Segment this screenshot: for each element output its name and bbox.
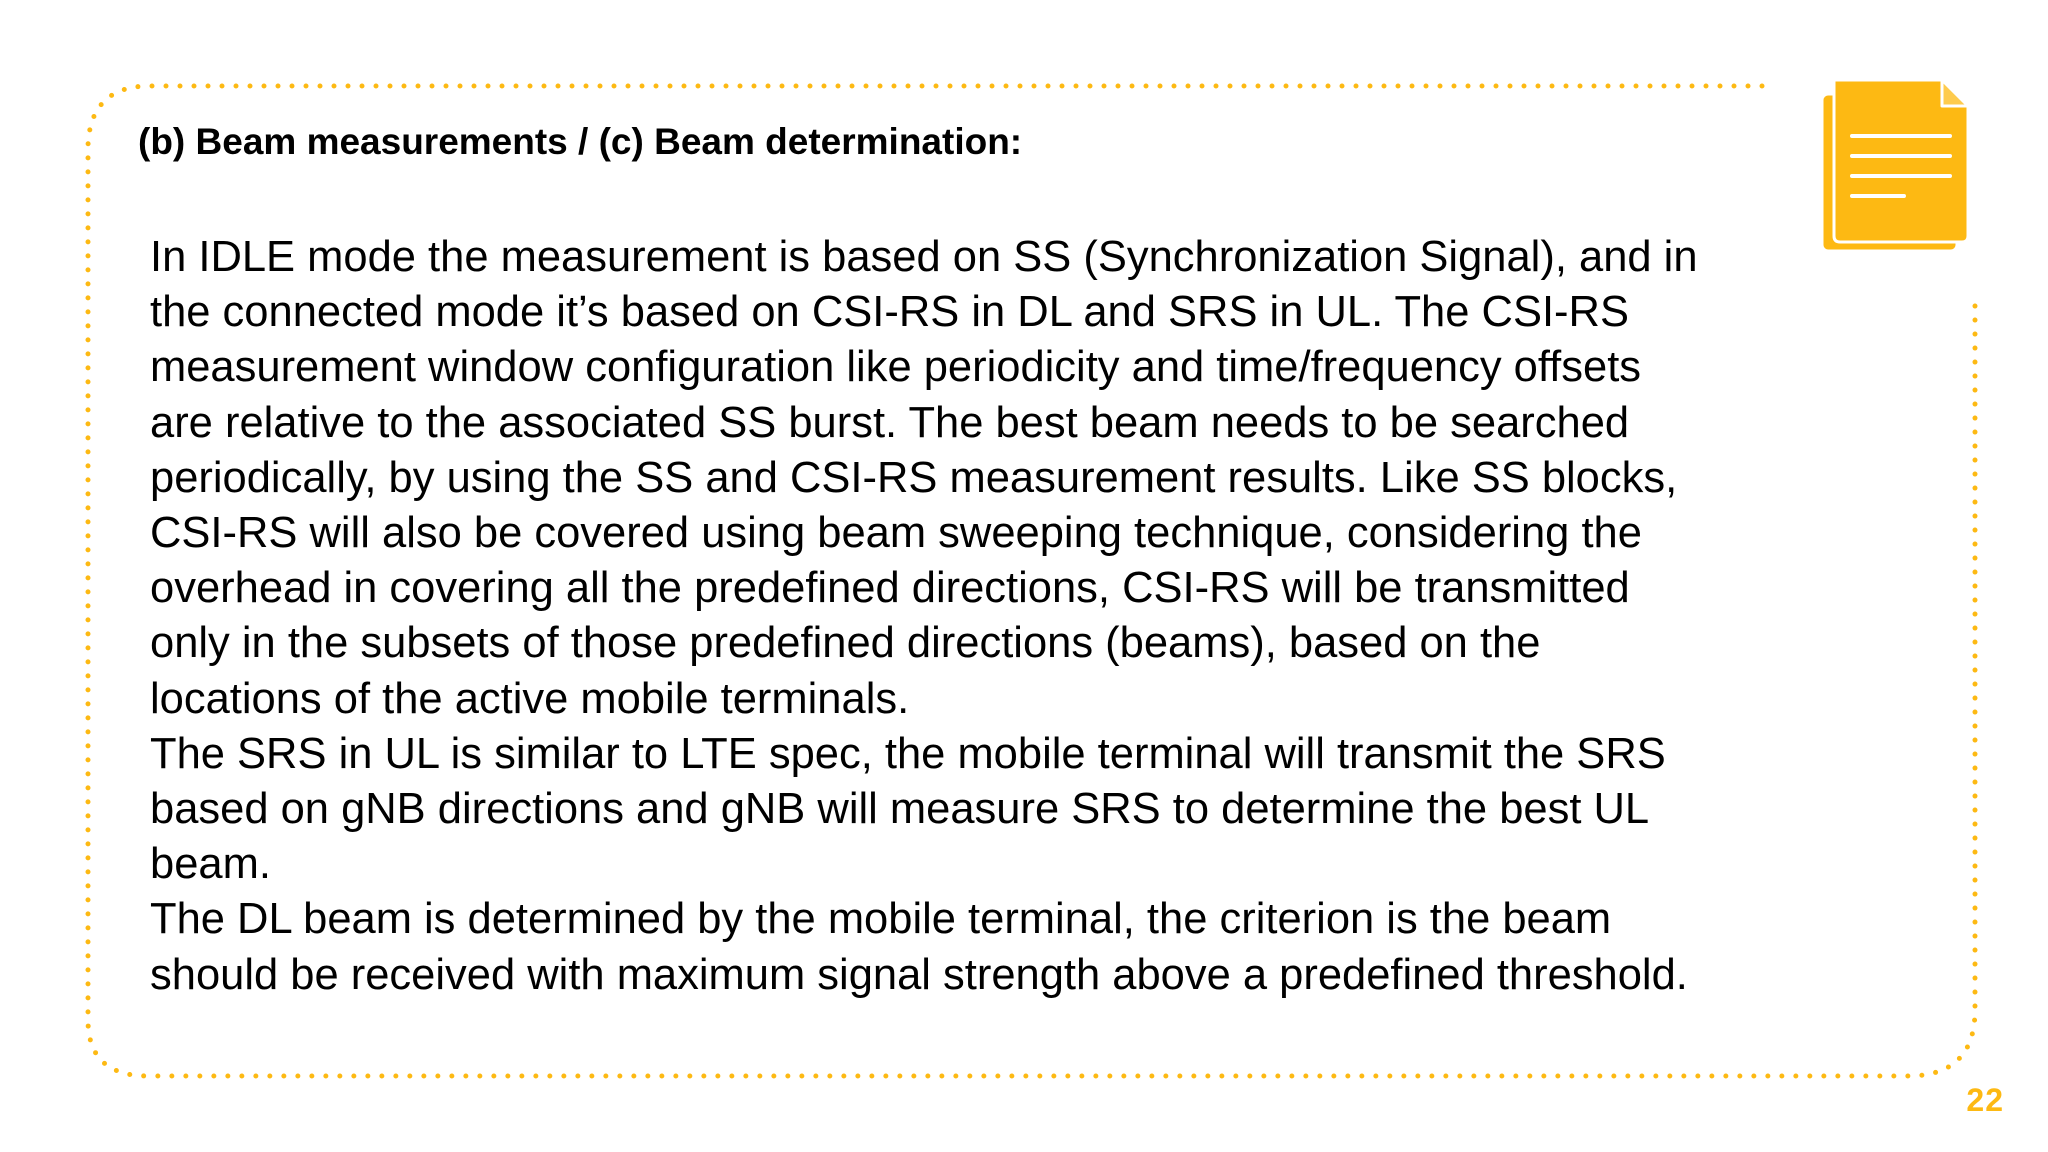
body-line: periodically, by using the SS and CSI-RS measurement results. Like SS blocks, [150, 453, 1678, 502]
page-number: 22 [1966, 1082, 2004, 1118]
body-line: the connected mode it’s based on CSI-RS in DL and SRS in UL. The CSI-RS [150, 288, 1629, 337]
body-line: only in the subsets of those predefined directions (beams), based on the [150, 619, 1541, 668]
body-line: In IDLE mode the measurement is based on SS (Synchronization Signal), and in [150, 233, 1698, 281]
body-line: The DL beam is determined by the mobile terminal, the criterion is the beam [150, 895, 1612, 944]
body-line: should be received with maximum signal strength above a predefined threshold. [150, 950, 1688, 999]
body-line: locations of the active mobile terminals. [150, 674, 910, 723]
section-heading: (b) Beam measurements / (c) Beam determination: [138, 121, 1023, 162]
body-line: based on gNB directions and gNB will measure SRS to determine the best UL [150, 785, 1650, 834]
body-line: are relative to the associated SS burst. The best beam needs to be searched [150, 398, 1630, 447]
body-line: overhead in covering all the predefined directions, CSI-RS will be transmitted [150, 564, 1630, 613]
body-line: beam. [150, 840, 271, 889]
body-line: measurement window configuration like periodicity and time/frequency offsets [150, 343, 1642, 392]
body-line: CSI-RS will also be covered using beam sweeping technique, considering the [150, 509, 1642, 558]
document-icon [1820, 78, 1970, 253]
body-text [150, 230, 1850, 1003]
body-line: The SRS in UL is similar to LTE spec, the mobile terminal will transmit the SRS [150, 729, 1666, 778]
